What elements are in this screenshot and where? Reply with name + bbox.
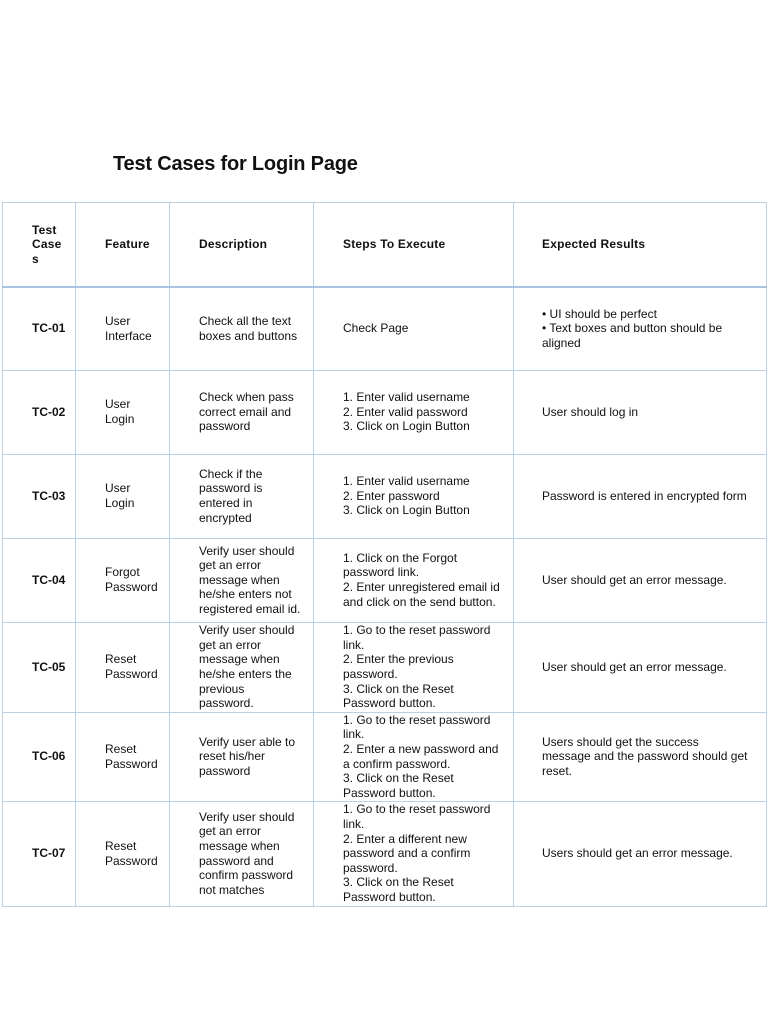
description-cell-line: entered in [199,496,253,510]
description-cell [170,287,314,370]
description-cell-line: reset his/her [199,749,266,764]
table-row [3,801,767,906]
description-cell-line: get an error [199,637,262,652]
page-title: Test Cases for Login Page [113,153,358,175]
steps-cell-line: 2. Enter valid password [343,404,468,419]
steps-cell [314,454,514,538]
feature-cell-line: Interface [105,328,152,343]
steps-cell [314,287,514,370]
test-case-id: TC-04 [3,538,76,622]
description-cell-line: encrypted [199,510,252,525]
steps-cell-line: 2. Enter password [343,488,440,503]
feature-cell-line: Reset [105,652,137,667]
feature-cell [76,801,170,906]
steps-cell-line: 2. Enter a new password and [343,741,499,756]
steps-cell [314,538,514,622]
test-case-id: TC-06 [3,712,76,801]
steps-cell-line: and click on the send button. [343,594,496,609]
steps-cell [314,801,514,906]
feature-cell [76,454,170,538]
steps-cell-line: password. [343,667,398,681]
expected-results-cell-line: User should get an error message. [542,572,727,587]
table-body [3,287,767,906]
expected-results-cell-line: User should log in [542,404,639,419]
steps-cell-line: 1. Go to the reset password [343,712,491,727]
steps-cell [314,712,514,801]
description-cell-line: get an error [199,824,262,839]
description-cell-line: Verify user should [199,543,295,558]
description-cell [170,370,314,454]
expected-results-cell [514,712,767,801]
steps-cell-line: 2. Enter the previous [343,652,454,667]
steps-cell-line: 3. Click on the Reset [343,771,454,786]
steps-cell-line: Check Page [343,321,409,336]
steps-cell-line: 3. Click on the Reset [343,681,454,696]
expected-results-cell-line: Users should get an error message. [542,846,733,861]
feature-cell [76,287,170,370]
table-row [3,622,767,712]
expected-results-cell-line: aligned [542,336,581,351]
description-cell-line: Verify user able to [199,734,296,749]
feature-cell [76,538,170,622]
steps-cell-line: 3. Click on Login Button [343,503,470,518]
description-cell-line: password [199,763,251,778]
table-row [3,287,767,370]
feature-cell-line: Password [105,853,158,868]
description-cell [170,801,314,906]
expected-results-cell-line: • Text boxes and button should be [542,321,723,336]
feature-cell-line: Password [105,580,158,594]
test-case-id: TC-02 [3,370,76,454]
expected-results-cell [514,287,767,370]
feature-cell-line: Login [105,412,135,426]
steps-cell-line: 3. Click on Login Button [343,419,470,434]
expected-results-cell [514,801,767,906]
description-cell-line: message when [199,652,280,667]
description-cell-line: he/she enters not [199,587,292,602]
header-test-cases [3,203,76,288]
description-cell-line: registered email id. [199,601,301,616]
description-cell-line: get an error [199,558,262,573]
test-cases-table [2,202,767,907]
steps-cell-line: Password button. [343,889,436,904]
feature-cell-line: Login [105,496,135,510]
description-cell-line: boxes and buttons [199,328,298,343]
description-cell-line: message when [199,572,280,587]
description-cell-line: not matches [199,882,265,897]
table-row [3,712,767,801]
header-test-cases-line: Test [32,222,57,237]
steps-cell-line: 1. Go to the reset password [343,623,491,638]
steps-cell-line: 2. Enter unregistered email id [343,580,500,594]
expected-results-cell-line: • UI should be perfect [542,306,657,321]
description-cell-line: password is [199,481,263,496]
feature-cell-line: User [105,397,131,412]
table-row [3,538,767,622]
test-case-id: TC-07 [3,801,76,906]
description-cell [170,712,314,801]
header-test-cases-line: Case [32,237,62,252]
description-cell [170,454,314,538]
description-cell-line: previous [199,681,245,696]
table-row [3,370,767,454]
expected-results-cell-line: Users should get the success [542,734,699,749]
steps-cell-line: password link. [343,565,420,580]
steps-cell-line: link. [343,817,365,832]
description-cell-line: Check all the text [199,314,292,329]
steps-cell-line: 2. Enter a different new [343,831,467,846]
expected-results-cell-line: reset. [542,763,573,778]
steps-cell-line: 1. Enter valid username [343,390,470,405]
description-cell-line: he/she enters the [199,667,292,681]
expected-results-cell [514,538,767,622]
steps-cell-line: Password button. [343,696,436,711]
feature-cell-line: Password [105,756,158,771]
header-steps: Steps To Execute [314,203,514,288]
feature-cell-line: Reset [105,741,137,756]
description-cell [170,538,314,622]
description-cell-line: confirm password [199,868,294,883]
header-feature: Feature [76,203,170,288]
header-description: Description [170,203,314,288]
description-cell-line: correct email and [199,404,292,419]
description-cell-line: password. [199,696,254,711]
expected-results-cell [514,622,767,712]
feature-cell-line: Reset [105,838,137,853]
steps-cell [314,622,514,712]
expected-results-cell-line: Password is entered in encrypted form [542,488,747,503]
expected-results-cell-line: User should get an error message. [542,659,727,674]
steps-cell-line: link. [343,727,365,742]
steps-cell [314,370,514,454]
feature-cell [76,712,170,801]
feature-cell-line: Forgot [105,565,140,580]
description-cell-line: Check when pass [199,390,294,405]
description-cell-line: password and [199,853,274,868]
steps-cell-line: link. [343,637,365,652]
header-expected-results: Expected Results [514,203,767,288]
steps-cell-line: 1. Click on the Forgot [343,550,458,565]
table-header-row [3,203,767,288]
feature-cell [76,622,170,712]
expected-results-cell [514,370,767,454]
steps-cell-line: 1. Enter valid username [343,474,470,489]
description-cell-line: password [199,419,251,434]
description-cell-line: message when [199,838,280,853]
feature-cell [76,370,170,454]
expected-results-cell [514,454,767,538]
steps-cell-line: 3. Click on the Reset [343,875,454,890]
steps-cell-line: a confirm password. [343,756,451,771]
test-case-id: TC-01 [3,287,76,370]
steps-cell-line: password and a confirm [343,846,471,861]
steps-cell-line: 1. Go to the reset password [343,802,491,817]
feature-cell-line: User [105,481,131,496]
description-cell-line: Check if the [199,466,263,481]
steps-cell-line: Password button. [343,785,436,800]
test-case-id: TC-05 [3,622,76,712]
feature-cell-line: User [105,314,131,329]
description-cell-line: Verify user should [199,623,295,638]
header-test-cases-line: s [32,251,39,266]
expected-results-cell-line: message and the password should get [542,749,748,764]
description-cell [170,622,314,712]
table-row [3,454,767,538]
steps-cell-line: password. [343,860,398,875]
description-cell-line: Verify user should [199,809,295,824]
feature-cell-line: Password [105,667,158,681]
test-case-id: TC-03 [3,454,76,538]
